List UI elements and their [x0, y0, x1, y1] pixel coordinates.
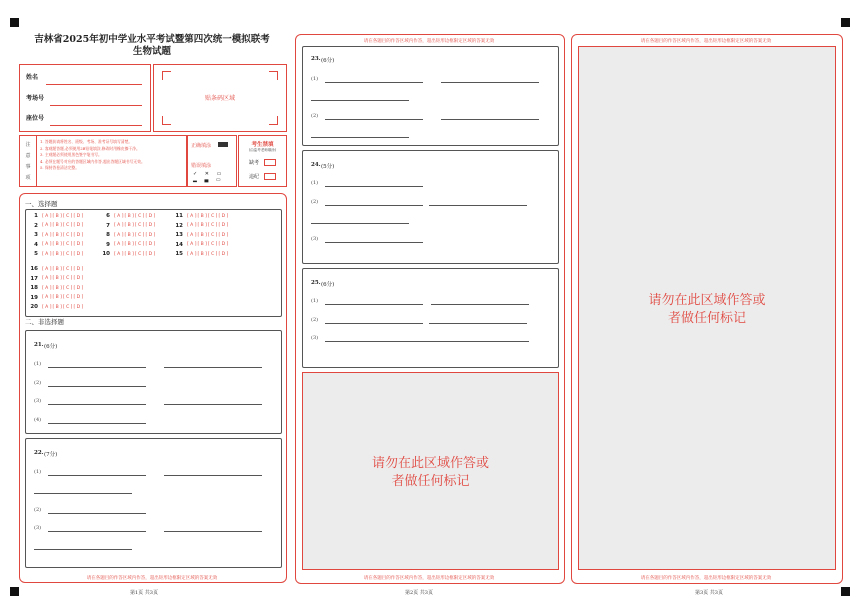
exam-title [18, 34, 286, 58]
mc-question-number: 11 [175, 213, 183, 219]
page2-footer-tip: 请在各题目的作答区域内作答，超出矩形边框限定区域的答案无效 [363, 576, 495, 581]
mc-option-bubble[interactable]: [ C ] [62, 242, 73, 247]
q24-sub2: (2) [311, 199, 319, 205]
registration-marker-top-left [10, 18, 19, 27]
mc-option-bubble[interactable]: [ C ] [62, 266, 73, 272]
correct-fill-label: 正确填涂 [191, 143, 212, 149]
mc-option-bubble[interactable]: [ A ] [187, 251, 197, 257]
mc-row-10 [98, 251, 156, 257]
wrong-mark: ✓ [193, 171, 198, 177]
notes-divider [36, 136, 37, 186]
no-answer-warning [303, 455, 558, 491]
violation-label: 违纪 [249, 174, 260, 180]
q24-sub3: (3) [311, 236, 319, 242]
q25-sub3: (3) [311, 335, 319, 341]
mc-option-bubble[interactable]: [ B ] [52, 213, 62, 219]
no-answer-zone-page2 [302, 372, 559, 570]
mc-row-20 [26, 304, 84, 310]
notes-title-char: 事 [25, 164, 31, 170]
mc-row-12 [171, 223, 229, 229]
mc-question-number: 19 [30, 294, 38, 301]
q22-answer-line[interactable] [164, 531, 262, 532]
q21-sub2: (2) [34, 380, 42, 386]
mc-question-number: 20 [30, 304, 38, 310]
q23-box [302, 46, 559, 146]
note-item: 5. 保持答卷清洁完整。 [40, 165, 80, 170]
mc-row-7 [98, 223, 156, 229]
mc-option-bubble[interactable]: [ B ] [52, 242, 62, 247]
exam-no-field[interactable] [50, 105, 142, 106]
mc-option-bubble[interactable]: [ C ] [62, 276, 73, 281]
mc-option-bubble[interactable]: [ B ] [52, 223, 62, 228]
note-item: 2. 客观题答题,必须使用2B铅笔填涂,修改时用橡皮擦干净。 [40, 145, 140, 151]
mc-row-1 [26, 213, 84, 219]
mc-option-bubble[interactable]: [ D ] [73, 223, 84, 228]
mc-option-bubble[interactable]: [ D ] [145, 251, 156, 257]
mc-option-bubble[interactable]: [ B ] [197, 232, 207, 238]
barcode-corner-bl [162, 116, 171, 125]
mc-option-bubble[interactable]: [ D ] [73, 285, 84, 291]
q21-sub1: (1) [34, 361, 42, 367]
mc-option-bubble[interactable]: [ A ] [42, 304, 52, 310]
note-item: 4. 必须在题号对应的答题区域内作答,超出答题区域书写无效。 [40, 158, 145, 164]
notes-list [40, 139, 145, 172]
wrong-mark: ▄ [204, 177, 209, 183]
mc-option-bubble[interactable]: [ C ] [207, 223, 218, 228]
mc-option-bubble[interactable]: [ D ] [218, 232, 229, 238]
q25-answer-line[interactable] [325, 341, 529, 342]
mc-row-8 [98, 232, 156, 238]
q21-sub3: (3) [34, 398, 42, 404]
barcode-label: 贴条码区域 [204, 95, 235, 102]
q23-answer-line[interactable] [441, 119, 539, 120]
seat-no-field[interactable] [50, 125, 142, 126]
no-answer-warning [579, 292, 835, 328]
mc-option-bubble[interactable]: [ C ] [134, 242, 145, 247]
mc-option-bubble[interactable]: [ C ] [62, 285, 73, 291]
mc-option-bubble[interactable]: [ D ] [73, 276, 84, 281]
q22-sub1: (1) [34, 469, 42, 475]
q22-sub2: (2) [34, 507, 42, 513]
q24-answer-line[interactable] [429, 205, 527, 206]
mc-option-bubble[interactable]: [ C ] [62, 223, 73, 228]
mc-question-number: 8 [106, 232, 110, 238]
mc-option-bubble[interactable]: [ D ] [218, 213, 229, 219]
q24-answer-line[interactable] [325, 205, 423, 206]
mc-option-bubble[interactable]: [ A ] [114, 242, 124, 247]
wrong-fill-samples [193, 171, 233, 183]
violation-checkbox[interactable] [264, 173, 276, 180]
q24-answer-line[interactable] [311, 223, 409, 224]
mc-option-bubble[interactable]: [ B ] [52, 285, 62, 291]
mc-option-bubble[interactable]: [ A ] [187, 223, 197, 228]
registration-marker-top-right [841, 18, 850, 27]
mc-option-bubble[interactable]: [ C ] [207, 232, 218, 238]
mc-question-number: 7 [106, 222, 110, 229]
mc-option-bubble[interactable]: [ C ] [207, 213, 218, 219]
mc-question-number: 17 [30, 275, 38, 282]
mc-option-bubble[interactable]: [ A ] [114, 232, 124, 238]
no-answer-warning-line2: 者做任何标记 [667, 311, 746, 326]
mc-option-bubble[interactable]: [ D ] [218, 242, 229, 247]
q23-title: 23. [311, 56, 321, 62]
q22-answer-line[interactable] [34, 549, 132, 550]
q21-answer-line[interactable] [48, 386, 146, 387]
mc-row-3 [26, 232, 84, 238]
notes-title-char: 注 [25, 142, 31, 148]
page2-number: 第2页 共3页 [405, 590, 433, 596]
mc-option-bubble[interactable]: [ C ] [207, 242, 218, 247]
mc-option-bubble[interactable]: [ A ] [42, 223, 52, 228]
q24-answer-line[interactable] [325, 242, 423, 243]
q23-answer-line[interactable] [311, 100, 409, 101]
mc-row-9 [98, 242, 156, 248]
mc-option-bubble[interactable]: [ C ] [134, 223, 145, 228]
notes-title [23, 140, 33, 184]
no-answer-zone-page3 [578, 46, 836, 570]
mc-option-bubble[interactable]: [ A ] [114, 223, 124, 228]
page1-number: 第1页 共3页 [130, 590, 158, 596]
notes-title-char: 意 [25, 153, 31, 159]
q24-box [302, 150, 559, 264]
mc-option-bubble[interactable]: [ C ] [62, 295, 73, 300]
q22-points: (7分) [44, 452, 58, 458]
mc-option-bubble[interactable]: [ A ] [42, 276, 52, 281]
mc-row-2 [26, 223, 84, 229]
mc-option-bubble[interactable]: [ C ] [134, 232, 145, 238]
mc-option-bubble[interactable]: [ D ] [73, 304, 84, 310]
mc-option-bubble[interactable]: [ A ] [114, 213, 124, 219]
q25-answer-line[interactable] [325, 323, 423, 324]
mc-question-number: 10 [102, 251, 110, 257]
mc-question-number: 6 [106, 213, 110, 219]
mc-option-bubble[interactable]: [ B ] [124, 223, 134, 228]
mc-option-bubble[interactable]: [ D ] [145, 223, 156, 228]
mc-row-15 [171, 251, 229, 257]
page3-number: 第3页 共3页 [695, 590, 723, 596]
mc-option-bubble[interactable]: [ A ] [42, 242, 52, 247]
mc-option-bubble[interactable]: [ A ] [187, 242, 197, 247]
mc-option-bubble[interactable]: [ B ] [197, 242, 207, 247]
barcode-corner-tl [162, 71, 171, 80]
q22-sub3: (3) [34, 525, 42, 531]
mc-option-bubble[interactable]: [ D ] [145, 242, 156, 247]
fill-example-box [187, 135, 237, 187]
notes-box [19, 135, 187, 187]
mc-option-bubble[interactable]: [ B ] [52, 304, 62, 310]
exam-title-line1: 吉林省2025年初中学业水平考试暨第四次统一模拟联考 [34, 34, 270, 45]
mc-option-bubble[interactable]: [ C ] [207, 251, 218, 257]
page1-footer-tip: 请在各题目的作答区域内作答，超出矩形边框限定区域的答案无效 [86, 576, 218, 581]
mc-question-number: 18 [30, 285, 38, 291]
mc-option-bubble[interactable]: [ B ] [52, 276, 62, 281]
barcode-corner-tr [269, 71, 278, 80]
wrong-mark: ▭ [215, 177, 221, 183]
mc-option-bubble[interactable]: [ B ] [197, 251, 207, 257]
mc-option-bubble[interactable]: [ B ] [52, 295, 62, 300]
q21-sub4: (4) [34, 417, 42, 423]
mc-question-number: 4 [34, 241, 38, 248]
q25-box [302, 268, 559, 368]
mc-option-bubble[interactable]: [ B ] [124, 242, 134, 247]
mc-option-bubble[interactable]: [ A ] [42, 251, 52, 257]
registration-marker-bottom-left [10, 587, 19, 596]
mc-question-number: 3 [34, 232, 38, 238]
mc-question-number: 5 [34, 251, 38, 257]
q22-title: 22. [34, 450, 44, 456]
note-item: 3. 主观题必须使用黑色签字笔书写。 [40, 152, 102, 157]
mc-option-bubble[interactable]: [ C ] [62, 232, 73, 238]
barcode-area [153, 64, 287, 132]
mc-question-number: 16 [30, 266, 38, 272]
mc-option-bubble[interactable]: [ D ] [73, 251, 84, 257]
q21-answer-line[interactable] [48, 367, 146, 368]
mc-option-bubble[interactable]: [ B ] [124, 232, 134, 238]
student-info-box [19, 64, 151, 132]
mc-question-number: 12 [175, 222, 183, 229]
q22-answer-line[interactable] [34, 493, 132, 494]
mc-question-number: 9 [106, 241, 110, 248]
mc-question-number: 13 [175, 232, 183, 238]
section1-title: 一、选择题 [25, 200, 58, 208]
mc-option-bubble[interactable]: [ A ] [42, 213, 52, 219]
absent-label: 缺考 [249, 160, 260, 166]
exam-no-label: 考场号 [26, 95, 45, 102]
mc-row-18 [26, 285, 84, 291]
no-answer-warning-line1: 请勿在此区域作答或 [648, 293, 766, 308]
mc-option-bubble[interactable]: [ B ] [197, 223, 207, 228]
mc-option-bubble[interactable]: [ B ] [124, 213, 134, 219]
barcode-corner-br [269, 116, 278, 125]
q22-box [25, 438, 282, 568]
mc-row-16 [26, 266, 84, 272]
mc-option-bubble[interactable]: [ D ] [145, 232, 156, 238]
mc-option-bubble[interactable]: [ A ] [187, 213, 197, 219]
q21-box [25, 330, 282, 434]
registration-marker-bottom-right [841, 587, 850, 596]
q25-title: 25. [311, 280, 321, 286]
q23-points: (6分) [321, 58, 335, 64]
mc-option-bubble[interactable]: [ C ] [62, 213, 73, 219]
no-answer-warning-line1: 请勿在此区域作答或 [371, 456, 489, 471]
mc-question-number: 2 [34, 222, 38, 229]
mc-row-17 [26, 276, 84, 282]
mc-row-4 [26, 242, 84, 248]
correct-fill-sample [218, 142, 228, 147]
q22-answer-line[interactable] [48, 531, 146, 532]
q21-answer-line[interactable] [164, 404, 262, 405]
mc-option-bubble[interactable]: [ B ] [52, 266, 62, 272]
mc-option-bubble[interactable]: [ A ] [187, 232, 197, 238]
q24-answer-line[interactable] [325, 186, 423, 187]
seat-no-label: 座位号 [26, 115, 45, 122]
q24-title: 24. [311, 162, 321, 168]
q25-answer-line[interactable] [325, 304, 423, 305]
mc-option-bubble[interactable]: [ C ] [134, 251, 145, 257]
no-answer-warning-line2: 者做任何标记 [391, 474, 470, 489]
q23-answer-line[interactable] [311, 137, 409, 138]
mc-option-bubble[interactable]: [ D ] [73, 295, 84, 300]
mc-option-bubble[interactable]: [ C ] [62, 251, 73, 257]
mc-option-bubble[interactable]: [ D ] [145, 213, 156, 219]
mc-option-bubble[interactable]: [ B ] [52, 251, 62, 257]
mc-option-bubble[interactable]: [ D ] [218, 251, 229, 257]
mc-question-number: 14 [175, 241, 183, 248]
mc-option-bubble[interactable]: [ A ] [42, 232, 52, 238]
page3-footer-tip: 请在各题目的作答区域内作答，超出矩形边框限定区域的答案无效 [640, 576, 772, 581]
note-item: 1. 答题前请将姓名、班级、考场、准考证号填写清楚。 [40, 139, 133, 144]
mc-box [25, 209, 282, 317]
q21-title: 21. [34, 342, 44, 348]
mc-option-bubble[interactable]: [ D ] [73, 213, 84, 219]
q24-sub1: (1) [311, 180, 319, 186]
prohibited-subtitle: (由监考老师填涂) [248, 148, 277, 152]
page3-header-tip: 请在各题目的作答区域内作答，超出矩形边框限定区域的答案无效 [640, 39, 772, 44]
q21-answer-line[interactable] [164, 367, 262, 368]
mc-option-bubble[interactable]: [ A ] [42, 266, 52, 272]
wrong-mark: ✕ [204, 171, 209, 177]
exam-title-line2: 生物试题 [132, 46, 171, 57]
q22-answer-line[interactable] [48, 475, 146, 476]
notes-title-char: 项 [25, 175, 31, 181]
mc-option-bubble[interactable]: [ D ] [218, 223, 229, 228]
mc-option-bubble[interactable]: [ A ] [42, 285, 52, 291]
mc-question-number: 1 [34, 213, 38, 219]
q23-answer-line[interactable] [325, 119, 423, 120]
wrong-mark: ▂ [193, 177, 197, 183]
q25-points: (6分) [321, 282, 335, 288]
absent-checkbox[interactable] [264, 159, 276, 166]
q25-sub1: (1) [311, 298, 319, 304]
mc-option-bubble[interactable]: [ C ] [134, 213, 145, 219]
mc-row-19 [26, 295, 84, 301]
q22-answer-line[interactable] [48, 513, 146, 514]
mc-option-bubble[interactable]: [ C ] [62, 304, 73, 310]
mc-row-13 [171, 232, 229, 238]
q21-answer-line[interactable] [48, 404, 146, 405]
q23-answer-line[interactable] [441, 82, 539, 83]
wrong-mark: ▭ [216, 171, 222, 177]
prohibited-title: 考生禁填 [251, 142, 274, 148]
name-field[interactable] [46, 84, 142, 85]
mc-option-bubble[interactable]: [ D ] [73, 242, 84, 247]
q22-answer-line[interactable] [164, 475, 262, 476]
page2-header-tip: 请在各题目的作答区域内作答，超出矩形边框限定区域的答案无效 [363, 39, 495, 44]
q25-answer-line[interactable] [429, 323, 527, 324]
prohibited-box [238, 135, 287, 187]
mc-row-14 [171, 242, 229, 248]
mc-option-bubble[interactable]: [ D ] [73, 266, 84, 272]
mc-row-6 [98, 213, 156, 219]
mc-option-bubble[interactable]: [ A ] [114, 251, 124, 257]
q21-answer-line[interactable] [48, 423, 146, 424]
q24-points: (5分) [321, 164, 335, 170]
q21-points: (6分) [44, 344, 58, 350]
mc-option-bubble[interactable]: [ D ] [73, 232, 84, 238]
name-label: 姓名 [26, 74, 39, 81]
mc-question-number: 15 [175, 251, 183, 257]
wrong-fill-label: 错误填涂 [191, 163, 212, 169]
q25-answer-line[interactable] [431, 304, 529, 305]
mc-option-bubble[interactable]: [ A ] [42, 295, 52, 300]
mc-option-bubble[interactable]: [ B ] [124, 251, 134, 257]
q23-sub1: (1) [311, 76, 319, 82]
mc-row-5 [26, 251, 84, 257]
mc-row-11 [171, 213, 229, 219]
q23-answer-line[interactable] [325, 82, 423, 83]
mc-option-bubble[interactable]: [ B ] [52, 232, 62, 238]
section2-title: 二、非选择题 [25, 318, 64, 326]
q25-sub2: (2) [311, 317, 319, 323]
mc-option-bubble[interactable]: [ B ] [197, 213, 207, 219]
q23-sub2: (2) [311, 113, 319, 119]
